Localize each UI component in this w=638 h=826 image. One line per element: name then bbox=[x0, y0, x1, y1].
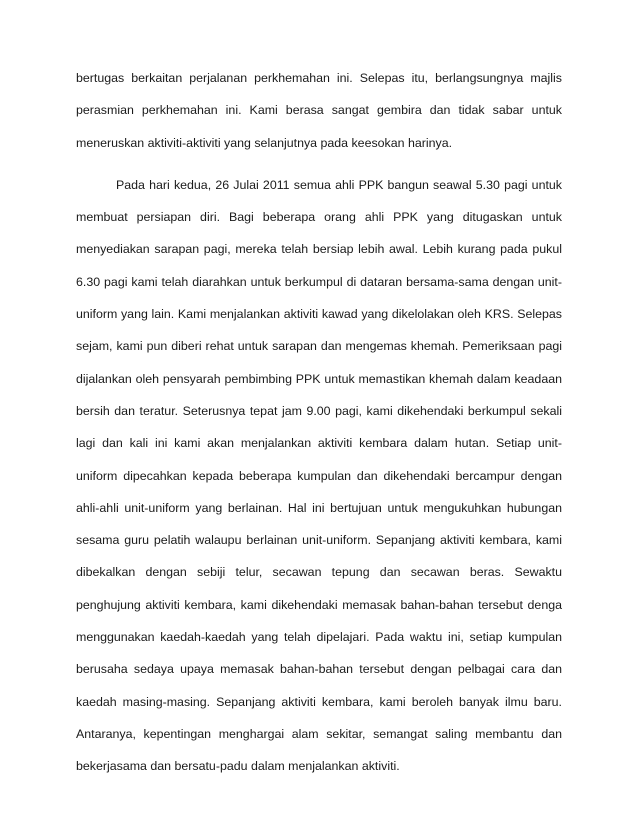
paragraph-continuation: bertugas berkaitan perjalanan perkhemahan ini. Selepas itu, berlangsungnya majlis perasmian perkhemahan ini. Kami berasa sangat gembira dan tidak sabar untuk meneruskan aktiviti-aktiviti yang selanjutnya pada keesokan harinya. bbox=[76, 71, 562, 150]
paragraph-day-two: Pada hari kedua, 26 Julai 2011 semua ahli PPK bangun seawal 5.30 pagi untuk membuat persiapan diri. Bagi beberapa orang ahli PPK yang ditugaskan untuk menyediakan sarapan pagi, mereka telah bersiap lebih awal. Lebih kurang pada pukul 6.30 pagi kami telah diarahkan untuk berkumpul di dataran bersama-sama dengan unit-uniform yang lain. Kami menjalankan aktiviti kawad yang dikelolakan oleh KRS. Selepas sejam, kami pun diberi rehat untuk sarapan dan mengemas khemah. Pemeriksaan pagi dijalankan oleh pensyarah pembimbing PPK untuk memastikan khemah dalam keadaan bersih dan teratur. Seterusnya tepat jam 9.00 pagi, kami dikehendaki berkumpul sekali lagi dan kali ini kami akan menjalankan aktiviti kembara dalam hutan. Setiap unit-uniform dipecahkan kepada beberapa kumpulan dan dikehendaki bercampur dengan ahli-ahli unit-uniform yang berlainan. Hal ini bertujuan untuk mengukuhkan hubungan sesama guru pelatih walaupu berlainan unit-uniform. Sepanjang aktiviti kembara, kami dibekalkan dengan sebiji telur, secawan tepung dan secawan beras. Sewaktu penghujung aktiviti kembara, kami dikehendaki memasak bahan-bahan tersebut denga menggunakan kaedah-kaedah yang telah dipelajari. Pada waktu ini, setiap kumpulan berusaha sedaya upaya memasak bahan-bahan tersebut dengan pelbagai cara dan kaedah masing-masing. Sepanjang aktiviti kembara, kami beroleh banyak ilmu baru. Antaranya, kepentingan menghargai alam sekitar, semangat saling membantu dan bekerjasama dan bersatu-padu dalam menjalankan aktiviti. bbox=[76, 177, 562, 774]
document-page bbox=[76, 62, 562, 783]
